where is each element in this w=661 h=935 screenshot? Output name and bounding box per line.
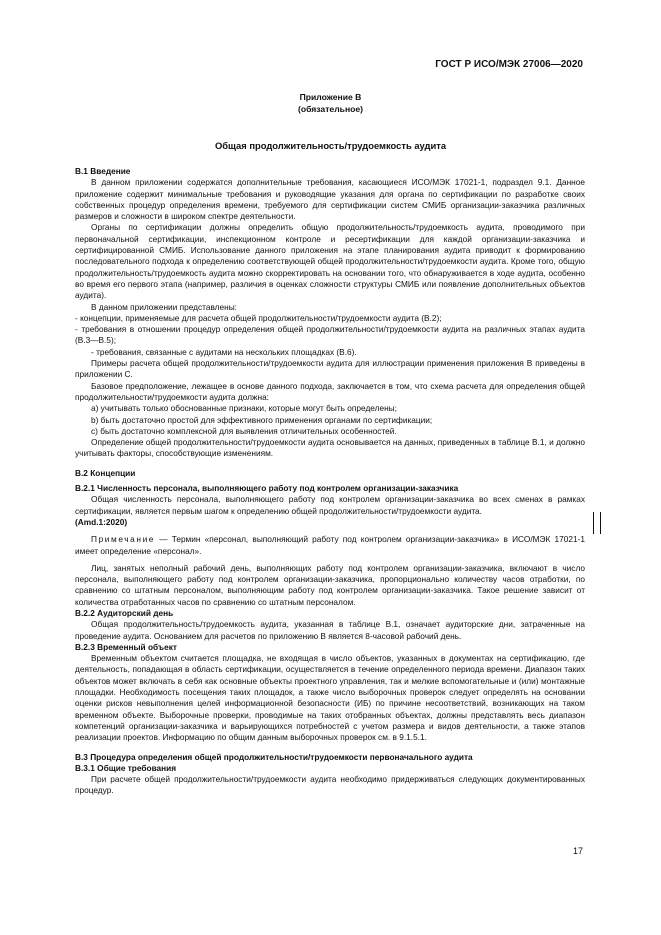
annex-type: (обязательное) <box>297 104 364 114</box>
list-item: - требования в отношении процедур определения общей продолжительности/трудоемкости аудита на различных этапах аудита (В.3—В.5); <box>75 324 585 346</box>
list-item: - требования, связанные с аудитами на нескольких площадках (В.6). <box>91 346 357 357</box>
paragraph: Лиц, занятых неполный рабочий день, выполняющих работу под контролем организации-заказчика, включают в число персонала, выполняющего работу под контролем организации-заказчика, пропорционально количеству часов отработки, по сравнению со штатным персоналом, выполняющим работу под контролем организации-заказчика. Такое решение зависит от количества отработанных часов по сравнению со штатным персоналом. <box>75 562 585 607</box>
list-item: - концепции, применяемые для расчета общей продолжительности/трудоемкости аудита (В.2); <box>75 312 442 323</box>
paragraph: Общая численность персонала, выполняющего работу под контролем организации-заказчика во всех сменах в рамках сертификации, является первым шагом к определению общей продолжительности/трудоемкости аудита. <box>75 494 585 516</box>
amendment-mark: (Amd.1:2020) <box>75 516 128 527</box>
annex-title: Приложение В <box>299 92 362 102</box>
paragraph: Базовое предположение, лежащее в основе данного подхода, заключается в том, что схема расчета для определения общей продолжительности/трудоемкости аудита должна: <box>75 380 585 402</box>
note <box>75 534 585 557</box>
document-body <box>75 166 585 797</box>
list-item: с) быть достаточно комплексной для выявления отличительных особенностей. <box>91 425 397 436</box>
paragraph: При расчете общей продолжительности/трудоемкости аудита необходимо придерживаться следующих документированных процедур. <box>75 774 585 796</box>
annex-main-title: Общая продолжительность/трудоемкость аудита <box>214 140 447 151</box>
section-b1-heading: В.1 Введение <box>75 166 131 176</box>
note-text: — Термин «персонал, выполняющий работу под контролем организации-заказчика» в ИСО/МЭК 17021-1 имеет определение «персонал». <box>75 534 585 556</box>
paragraph: В данном приложении представлены: <box>91 301 237 312</box>
section-b2-heading: В.2 Концепции <box>75 467 136 478</box>
list-item: а) учитывать только обоснованные признаки, которые могут быть определены; <box>91 403 397 414</box>
paragraph: Определение общей продолжительности/трудоемкости аудита основывается на данных, приведенных в таблице В.1, и должно учитывать факторы, способствующие изменениям. <box>75 437 585 459</box>
paragraph: В данном приложении содержатся дополнительные требования, касающиеся ИСО/МЭК 17021-1, подраздел 9.1. Данное приложение содержит минимальные требования и руководящие указания для органа по сертификации по разработке своих собственных процедур определения времени, требуемого для сертификации систем СМИБ организации-заказчика различных размеров и сложности в широком спектре деятельности. <box>75 177 585 222</box>
note-label: Примечание <box>91 534 156 545</box>
subsection-b3-1-heading: В.3.1 Общие требования <box>75 762 177 773</box>
standard-header: ГОСТ Р ИСО/МЭК 27006—2020 <box>435 59 583 70</box>
change-bar <box>593 512 601 534</box>
annex-heading <box>0 91 661 115</box>
subsection-b2-3-heading: В.2.3 Временный объект <box>75 641 177 652</box>
paragraph: Общая продолжительность/трудоемкость аудита, указанная в таблице В.1, означает аудиторские дни, затраченные на проведение аудита. Основанием для расчетов по приложению В является 8-часовой рабочий день. <box>75 619 585 641</box>
subsection-b2-1-heading: В.2.1 Численность персонала, выполняющего работу под контролем организации-заказчика <box>75 483 459 494</box>
paragraph: Примеры расчета общей продолжительности/трудоемкости аудита для иллюстрации применения приложения В приведены в приложении С. <box>75 358 585 380</box>
paragraph: Органы по сертификации должны определить общую продолжительность/трудоемкость аудита, проводимого при первоначальной сертификации, инспекционном контроле и ресертификации для каждой организации-заказчика и сертифицированной СМИБ. Использование данного приложения на этапе планирования аудита приводит к формированию последовательного подхода к определению соответствующей общей продолжительности/трудоемкости аудита. Кроме того, общую продолжительность/трудоемкость аудита можно скорректировать на основании того, что обнаруживается в ходе аудита, особенно во время его первого этапа (например, различия в оценках сложности структуры СМИБ или появление дополнительных объектов аудита). <box>75 222 585 301</box>
page-number: 17 <box>572 846 583 856</box>
subsection-b2-2-heading: В.2.2 Аудиторский день <box>75 607 174 618</box>
section-b3-heading: В.3 Процедура определения общей продолжительности/трудоемкости первоначального аудита <box>75 751 473 762</box>
list-item: b) быть достаточно простой для эффективного применения органами по сертификации; <box>91 414 433 425</box>
paragraph: Временным объектом считается площадка, не входящая в число объектов, указанных в документах на сертификацию, где деятельность, попадающая в область сертификации, осуществляется в течение определенного периода времени. Диапазон таких объектов может включать в себя как основные объекты проектного управления, так и мелкие вспомогательные и (или) монтажные площадки. Необходимость посещения таких площадок, а также число выборочных проверок следует определять на основании оценки рисков невыполнения целей информационной безопасности (ИБ) по причине несоответствий, возникающих на таком временном объекте. Выборочные проверки, проводимые на таких отобранных объектах, должны представлять весь диапазон компетенций организации-заказчика и варьирующихся потребностей с учетом размера и видов деятельности, а также этапов реализации проектов. Информацию по общим данным выборочных проверок см. в 9.1.5.1. <box>75 653 585 743</box>
